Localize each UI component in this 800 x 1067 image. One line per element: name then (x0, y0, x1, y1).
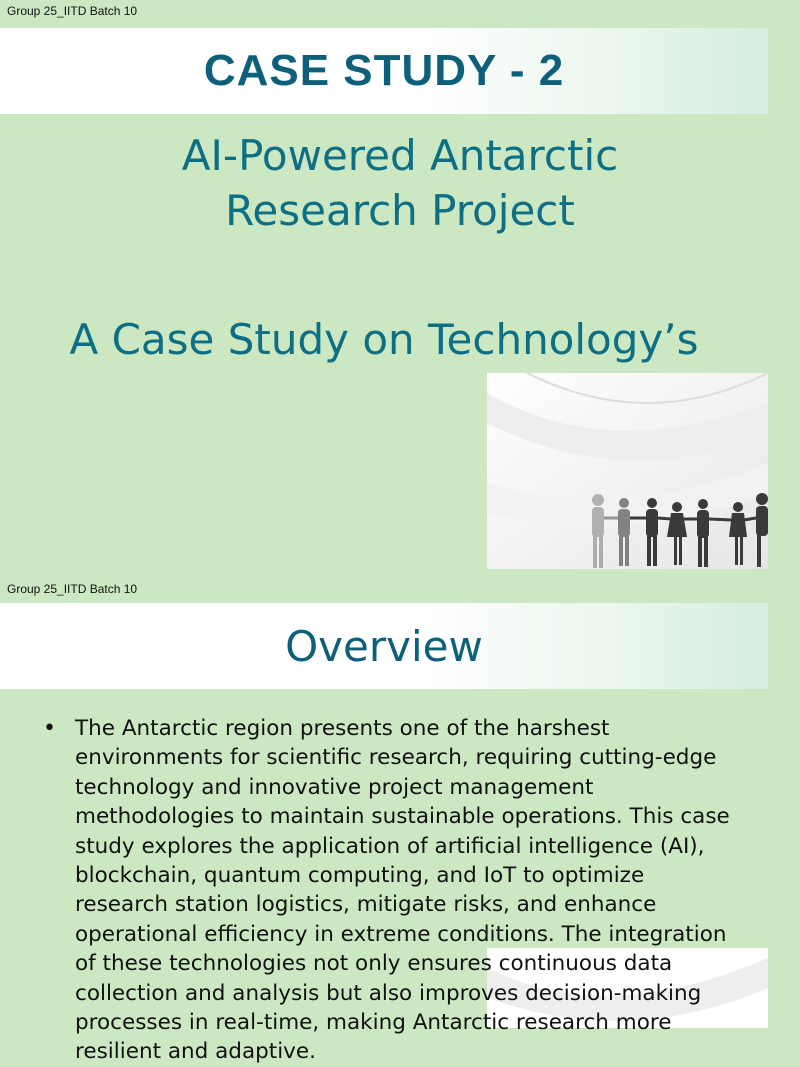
bullet-text: The Antarctic region presents one of the harshest environments for scientific research, requiring cutting-edge technology and innovative project management methodologies to maintain sustainable operations. This case study explores the application of artificial intelligence (AI), blockchain, quantum computing, and IoT to optimize research station logistics, mitigate risks, and enhance operational efficiency in extreme conditions. The integration of these technologies not only ensures continuous data collection and analysis but also improves decision-making processes in real-time, making Antarctic research more resilient and adaptive. (75, 716, 730, 1065)
people-holding-hands-photo (487, 373, 768, 569)
slide-2 (0, 576, 768, 1065)
title-band (0, 28, 768, 114)
group-label: Group 25_IITD Batch 10 (7, 582, 138, 596)
slide-title: CASE STUDY - 2 (203, 46, 565, 95)
subtitle-line: AI-Powered Antarctic (181, 131, 619, 180)
bullet-item (43, 714, 733, 1067)
bullet-list (43, 714, 733, 1067)
subtitle-line: A Case Study on Technology’s (69, 315, 699, 364)
title-band (0, 603, 768, 689)
group-label: Group 25_IITD Batch 10 (7, 4, 138, 18)
subtitle-block (0, 128, 800, 238)
subtitle-line: Research Project (225, 186, 575, 235)
slide-title: Overview (285, 621, 483, 671)
bullet-dot-icon: • (43, 716, 56, 741)
